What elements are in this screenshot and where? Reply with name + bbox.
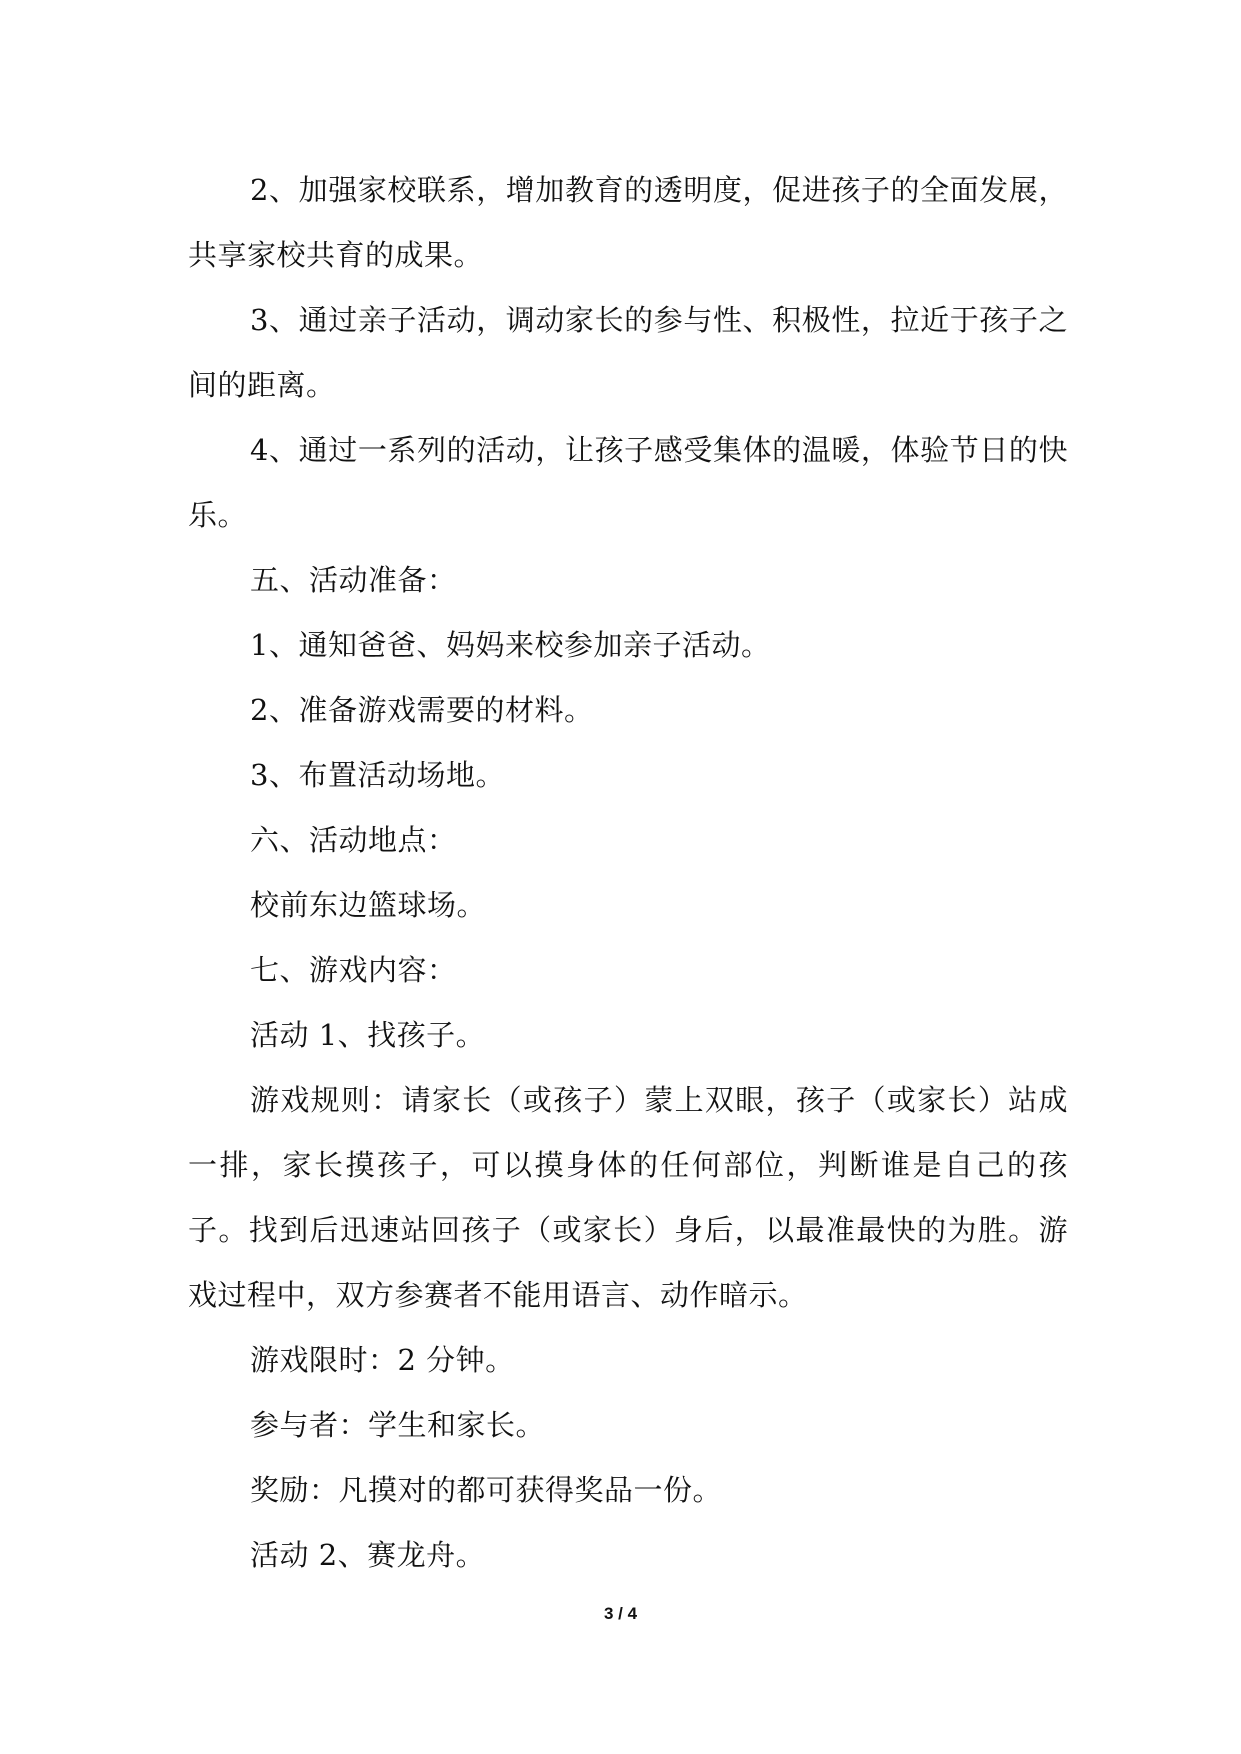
section-heading-game-content: 七、游戏内容： (250, 953, 457, 987)
paragraph-prep-2: 2、准备游戏需要的材料。 (250, 693, 594, 727)
paragraph-reward: 奖励：凡摸对的都可获得奖品一份。 (250, 1473, 723, 1507)
page-number: 3 / 4 (603, 1604, 638, 1623)
paragraph-goal-3: 3、通过亲子活动，调动家长的参与性、积极性，拉近于孩子之间的距离。 (188, 303, 1068, 402)
paragraph-participants: 参与者：学生和家长。 (250, 1408, 546, 1442)
paragraph-prep-3: 3、布置活动场地。 (250, 758, 505, 792)
paragraph-location: 校前东边篮球场。 (250, 888, 487, 922)
paragraph-activity-2-title: 活动 2、赛龙舟。 (250, 1538, 486, 1572)
section-heading-location: 六、活动地点： (250, 823, 457, 857)
paragraph-time-limit: 游戏限时：2 分钟。 (250, 1343, 515, 1377)
paragraph-game-rules: 游戏规则：请家长（或孩子）蒙上双眼，孩子（或家长）站成一排，家长摸孩子，可以摸身体的任何部位，判断谁是自己的孩子。找到后迅速站回孩子（或家长）身后，以最准最快的为胜。游戏过程中，双方参赛者不能用语言、动作暗示。 (188, 1083, 1068, 1312)
paragraph-goal-2: 2、加强家校联系，增加教育的透明度，促进孩子的全面发展，共享家校共育的成果。 (188, 173, 1068, 272)
document-body (188, 158, 1068, 1588)
paragraph-prep-1: 1、通知爸爸、妈妈来校参加亲子活动。 (250, 628, 771, 662)
paragraph-activity-1-title: 活动 1、找孩子。 (250, 1018, 486, 1052)
section-heading-preparation: 五、活动准备： (250, 563, 457, 597)
paragraph-goal-4: 4、通过一系列的活动，让孩子感受集体的温暖，体验节日的快乐。 (188, 433, 1068, 532)
